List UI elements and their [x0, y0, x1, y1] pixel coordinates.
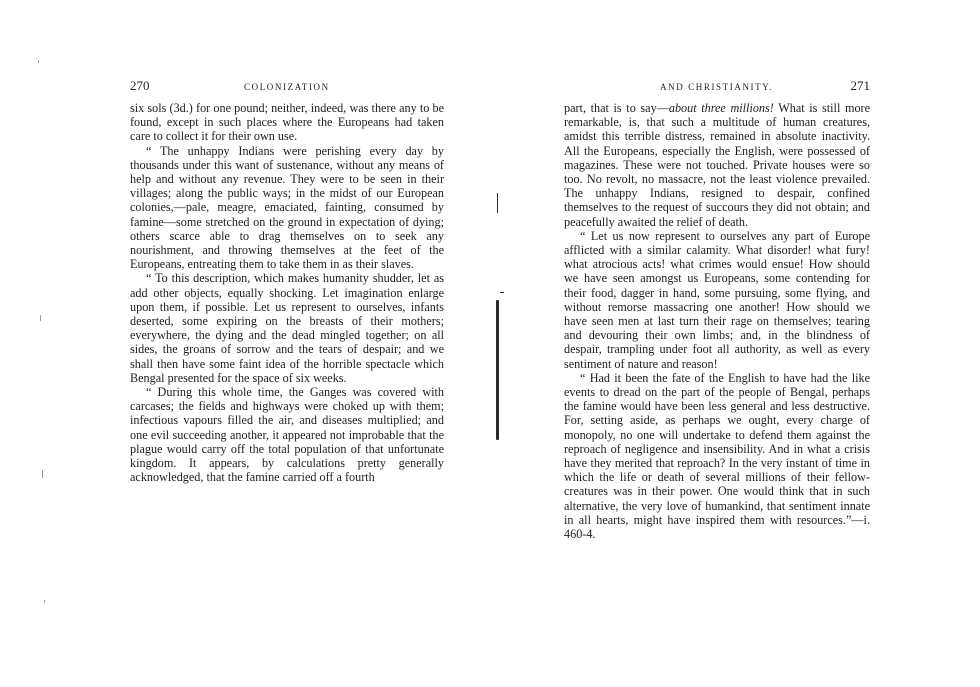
paragraph: “ During this whole time, the Ganges was covered with carcases; the fields and highways were choked up with them; infectious vapours filled the air, and diseases multiplied; and one evil succeeding another, it appeared not improbable that the plague would carry off the total population of that unfortunate kingdom. It appears, by calculations pretty generally acknowledged, that the famine carried off a fourth: [130, 385, 444, 485]
right-page-body: [564, 101, 870, 541]
running-head: COLONIZATION: [244, 82, 330, 92]
paragraph: [564, 101, 870, 229]
italic-emphasis: about three millions!: [668, 101, 774, 115]
gutter-shadow: [500, 292, 504, 293]
paragraph: “ Let us now represent to ourselves any part of Europe afflicted with a similar calamity. What disorder! what fury! what atrocious acts! what crimes would ensue! How should we have seen amongst us Europeans, some contending for their food, dagger in hand, some pursuing, some flying, and without remorse massacring one another! How should we have seen men at last turn their rage on themselves; tearing and devouring their own limbs; and, in the blindness of despair, trampling under foot all authority, as well as every sentiment of nature and reason!: [564, 228, 870, 371]
gutter-shadow: [497, 193, 498, 213]
running-head: AND CHRISTIANITY.: [660, 82, 774, 92]
scan-speck: [40, 315, 41, 321]
left-page-header: [130, 78, 445, 94]
paragraph-text: part, that is to say—: [564, 101, 669, 115]
page-number: 271: [850, 78, 870, 93]
left-page-body: [130, 101, 444, 484]
paragraph: “ The unhappy Indians were perishing every day by thousands under this want of sustenance, without any means of help and without any revenue. They were to be seen in their villages; along the public ways; in the midst of our European colonies,—pale, meagre, emaciated, fainting, consumed by famine—some stretched on the ground in expectation of dying; others scarce able to drag themselves on to seek any nourishment, and throwing themselves at the feet of the Europeans, entreating them to take them in as their slaves.: [130, 143, 444, 272]
right-page: [490, 0, 980, 687]
right-page-header: [564, 78, 870, 94]
scan-speck: [42, 470, 43, 478]
paragraph: “ Had it been the fate of the English to have had the like events to dread on the part of the people of Bengal, perhaps the famine would have been less general and less destructive. For, setting aside, as perhaps we ought, every charge of monopoly, no one will undertake to defend them against the reproach of negligence and insensibility. And in what a crisis have they merited that reproach? In the very instant of time in which the life or death of several millions of their fellow-creatures was in their power. One would think that in such alternative, the very love of humankind, that sentiment innate in all hearts, might have inspired them with resources.”—i. 460-4.: [564, 370, 870, 542]
paragraph: six sols (3d.) for one pound; neither, indeed, was there any to be found, except in such places where the Europeans had taken care to collect it for their own use.: [130, 101, 444, 144]
paragraph: “ To this description, which makes humanity shudder, let as add other objects, equally shocking. Let imagination enlarge upon them, if possible. Let us represent to ourselves, infants deserted, some expiring on the breasts of their mothers; everywhere, the dying and the dead mingled together; on all sides, the groans of sorrow and the tears of despair; and we shall then have some faint idea of the horrible spectacle which Bengal presented for the space of six weeks.: [130, 271, 444, 385]
page-number: 270: [130, 78, 150, 93]
gutter-shadow: [496, 300, 499, 440]
scan-speck: [38, 60, 39, 63]
paragraph-text: What is still more remarkable, is, that such a multitude of human creatures, amidst this terrible distress, remained in absolute inactivity. All the Europeans, especially the English, were possessed of magazines. These were not touched. Private houses were so too. No revolt, no massacre, not the least violence prevailed. The unhappy Indians, resigned to despair, confined themselves to the request of succours they did not obtain; and peacefully awaited the relief of death.: [564, 101, 871, 229]
scan-speck: [44, 600, 45, 603]
